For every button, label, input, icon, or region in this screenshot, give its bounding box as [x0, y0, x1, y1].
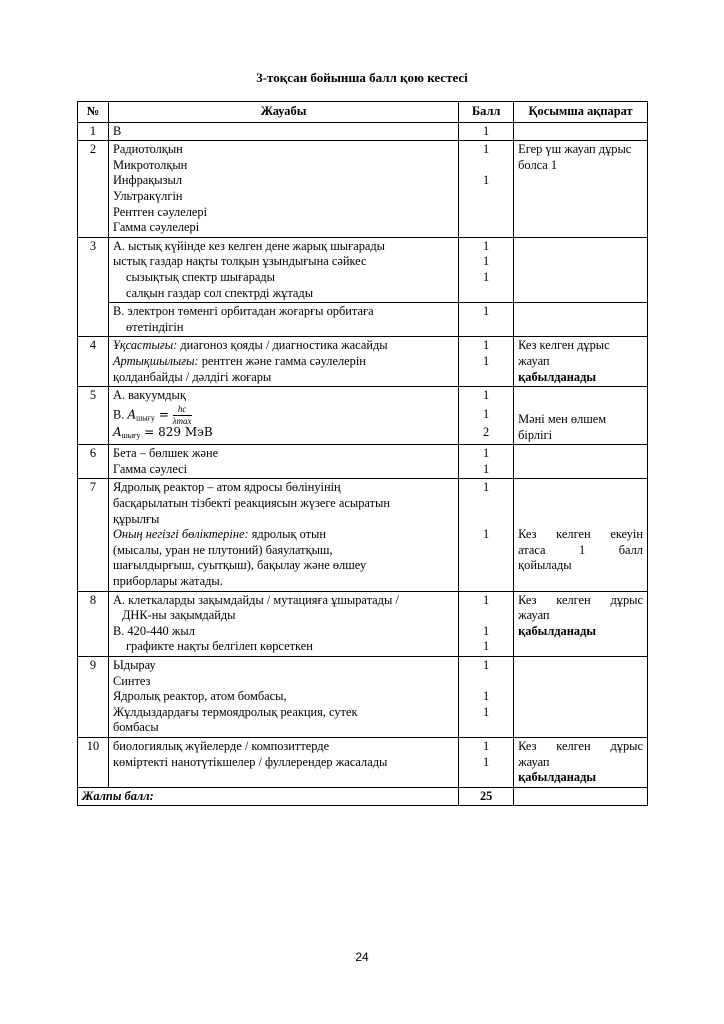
score-value: 1 — [483, 738, 490, 753]
total-value: 25 — [459, 787, 514, 806]
work-function-formula: В. $A_{шығу}$ = $\frac{hc}{\lambda\max}$ — [112, 403, 192, 426]
answer-text: рентген және гамма сәулелерін — [198, 353, 366, 368]
answer-line: салқын газдар сол спектрді жұтады — [125, 285, 314, 300]
answer-line: ыстық газдар нақты толқын ұзындығына сәйкес — [112, 254, 367, 269]
score-value: 1 — [483, 446, 490, 461]
answer-line: құрылғы — [112, 511, 160, 526]
answer-line: шағылдырғыш, суытқыш), бақылау және өлшеу — [112, 558, 367, 573]
extra-note: бірлігі — [518, 427, 553, 442]
answer-line: В — [112, 123, 122, 138]
answer-line — [113, 527, 454, 543]
answer-line: графикте нақты белгілеп көрсеткен — [125, 639, 313, 654]
answer-line: көміртекті нанотүтікшелер / фуллерендер жасалады — [112, 754, 388, 769]
table-row — [78, 141, 648, 238]
score-value: 1 — [483, 704, 490, 719]
score-value: 2 — [483, 424, 490, 439]
row-number: 4 — [78, 337, 109, 387]
score-value: 1 — [483, 658, 490, 672]
score-value: 1 — [483, 269, 490, 284]
score-value — [463, 496, 509, 512]
similarity-label: Ұқсастығы: — [112, 338, 178, 353]
score-value: 1 — [483, 254, 490, 269]
components-label: Оның негізгі бөліктеріне: — [112, 527, 249, 542]
score-value — [463, 512, 509, 528]
table-row — [78, 387, 648, 445]
score-value: 1 — [483, 480, 490, 495]
answer-line: В. электрон төменгі орбитадан жоғарғы орбитаға — [112, 304, 374, 319]
answer-line — [113, 338, 454, 354]
row-number: 9 — [78, 657, 109, 738]
score-value: 1 — [483, 304, 490, 319]
table-row — [78, 122, 648, 141]
score-value — [463, 674, 509, 690]
answer-line: өтетіндігін — [125, 319, 184, 334]
answer-line: бомбасы — [112, 720, 159, 735]
score-value: 1 — [483, 353, 490, 368]
answer-line: В. 420-440 жыл — [112, 623, 195, 638]
header-number: № — [78, 102, 109, 123]
table-row — [78, 657, 648, 738]
page-title: 3-тоқсан бойынша балл қою кестесі — [256, 70, 468, 85]
score-value: 1 — [483, 461, 490, 476]
answer-line: (мысалы, уран не плутоний) баяулатқыш, — [112, 542, 333, 557]
extra-note: жауап — [518, 353, 550, 368]
row-number: 10 — [78, 737, 109, 787]
answer-line: Гамма сәулелері — [112, 220, 200, 235]
answer-line: Жұлдыздардағы термоядролық реакция, сутек — [112, 704, 358, 719]
score-value: 1 — [483, 406, 490, 421]
formula-fraction: $\frac{hc}{\lambda\max}$ — [172, 403, 192, 426]
row-number: 7 — [78, 479, 109, 591]
answer-line: Ультракүлгін — [112, 188, 183, 203]
row-number: 6 — [78, 445, 109, 479]
extra-note: Кез келген дұрыс — [518, 338, 610, 353]
grading-table — [77, 101, 648, 806]
header-extra: Қосымша ақпарат — [514, 102, 648, 123]
answer-line: Инфрақызыл — [112, 173, 183, 188]
score-value: 1 — [483, 623, 490, 638]
answer-line: ДНК-ны зақымдайды — [121, 608, 236, 623]
table-header-row — [78, 102, 648, 123]
score-value: 1 — [483, 173, 490, 188]
answer-line: Гамма сәулесі — [112, 461, 188, 476]
extra-note: атаса 1 балл — [518, 542, 643, 557]
score-value: 1 — [483, 238, 490, 253]
score-value: 1 — [483, 142, 490, 157]
row-number: 2 — [78, 141, 109, 238]
table-row — [78, 737, 648, 787]
table-row — [78, 337, 648, 387]
table-row — [78, 591, 648, 656]
extra-note: Мәні мен өлшем — [518, 412, 607, 427]
answer-line: Синтез — [112, 673, 151, 688]
answer-text: ядролық отын — [248, 527, 326, 542]
table-row — [78, 479, 648, 591]
answer-line: Радиотолқын — [112, 142, 183, 157]
score-value: 1 — [483, 754, 490, 769]
answer-line — [113, 354, 454, 370]
extra-note: жауап — [518, 754, 550, 769]
extra-note: қабылданады — [518, 623, 597, 638]
answer-line: А. вакуумдық — [112, 388, 186, 403]
score-value: 1 — [483, 689, 490, 704]
advantage-label: Артықшылығы: — [112, 353, 199, 368]
header-score: Балл — [459, 102, 514, 123]
answer-line: биологиялық жүйелерде / композиттерде — [112, 738, 330, 753]
score-value: 1 — [483, 338, 490, 353]
row-number: 8 — [78, 591, 109, 656]
answer-line: А. клеткаларды зақымдайды / мутацияға ұшыратады / — [112, 592, 399, 607]
table-row — [78, 445, 648, 479]
score-value: 1 — [483, 123, 490, 138]
score-value: 1 — [483, 527, 490, 542]
total-row — [78, 787, 648, 806]
work-function-result: $A_{шығу} = 829$ МэВ — [112, 424, 213, 440]
score-value: 1 — [483, 639, 490, 654]
answer-text: диагоноз қояды / диагностика жасайды — [177, 338, 388, 353]
total-label: Жалпы балл: — [78, 787, 459, 806]
answer-line: Ыдырау — [112, 658, 156, 672]
answer-line: басқарылатын тізбекті реакциясын жүзеге асыратын — [112, 496, 390, 511]
answer-line: сызықтық спектр шығарады — [125, 269, 276, 284]
extra-note: Егер үш жауап дұрыс болса 1 — [514, 141, 648, 238]
extra-note: жауап — [518, 608, 550, 623]
extra-note: қойылады — [518, 558, 572, 573]
row-number: 1 — [78, 122, 109, 141]
row-number: 3 — [78, 237, 109, 337]
answer-line: Ядролық реактор – атом ядросы бөлінуінің — [112, 480, 341, 495]
score-value: 1 — [483, 388, 490, 403]
table-row — [78, 237, 648, 302]
extra-note: Кез келген дұрыс — [518, 738, 643, 753]
answer-line: А. ыстық күйінде кез келген дене жарық шығарады — [112, 238, 386, 253]
row-number: 5 — [78, 387, 109, 445]
answer-line: Бета – бөлшек және — [112, 446, 219, 461]
answer-line: приборлары жатады. — [112, 574, 223, 589]
answer-line: Ядролық реактор, атом бомбасы, — [112, 689, 287, 704]
header-answer: Жауабы — [108, 102, 458, 123]
extra-note: қабылданады — [518, 770, 597, 785]
answer-line: қолданбайды / дәлдігі жоғары — [112, 369, 272, 384]
score-value — [463, 158, 509, 174]
score-value — [463, 608, 509, 624]
table-row — [78, 303, 648, 337]
extra-note: қабылданады — [518, 369, 597, 384]
score-value: 1 — [483, 592, 490, 607]
extra-note: Кез келген дұрыс — [518, 592, 643, 607]
extra-note: Кез келген екеуін — [518, 527, 643, 542]
answer-line: Микротолқын — [112, 157, 188, 172]
answer-line: Рентген сәулелері — [112, 204, 208, 219]
page-number: 24 — [355, 950, 369, 964]
